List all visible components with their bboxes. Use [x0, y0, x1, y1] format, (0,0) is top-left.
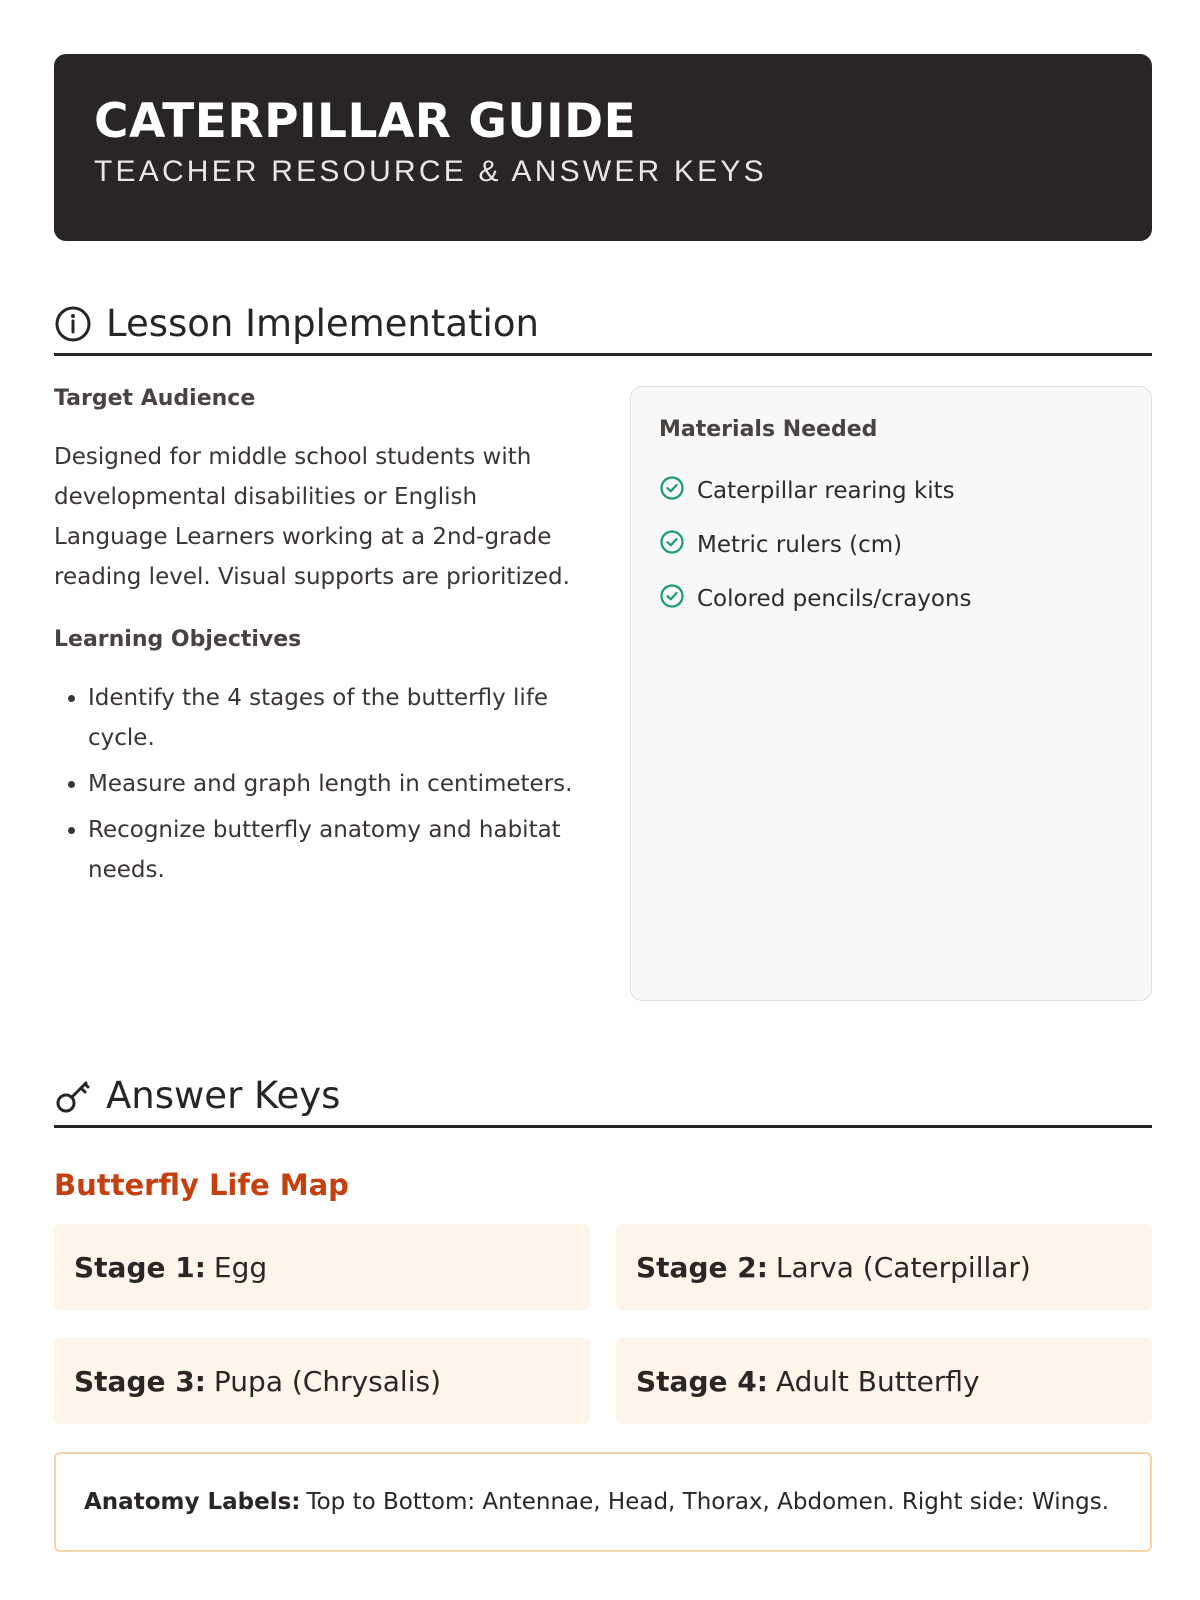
audience-title: Target Audience [54, 386, 256, 411]
lesson-columns [54, 386, 1152, 1001]
lesson-section-heading [54, 299, 1152, 356]
material-label: Metric rulers (cm) [697, 532, 903, 558]
objective-item: • Measure and graph length in centimeters. [88, 764, 594, 804]
audience-text: Designed for middle school students with developmental disabilities or English Language Learners working at a 2nd-grade reading level. Visual supports are prioritized. [54, 444, 570, 590]
key-icon [54, 1077, 92, 1115]
check-circle-icon [659, 583, 685, 615]
page [54, 54, 1152, 1552]
stage-value: Egg [213, 1250, 268, 1284]
stage-label: Stage 4: [636, 1364, 768, 1398]
stage-value: Pupa (Chrysalis) [213, 1364, 441, 1398]
stage-label: Stage 3: [74, 1364, 206, 1398]
stage-grid [54, 1224, 1152, 1424]
materials-card [630, 386, 1152, 1001]
lesson-details [54, 386, 594, 1001]
page-header [54, 54, 1152, 241]
info-icon [54, 305, 92, 343]
life-map-title: Butterfly Life Map [54, 1168, 349, 1202]
material-item [659, 572, 1123, 626]
anatomy-text: Top to Bottom: Antennae, Head, Thorax, Abdomen. Right side: Wings. [306, 1489, 1110, 1515]
objective-item: • Identify the 4 stages of the butterfly life cycle. [88, 678, 594, 758]
materials-title: Materials Needed [659, 417, 878, 442]
material-item [659, 464, 1123, 518]
stage-card [616, 1224, 1152, 1310]
objectives-list [54, 678, 594, 890]
anatomy-label: Anatomy Labels: [84, 1489, 301, 1515]
objective-item: • Recognize butterfly anatomy and habitat needs. [88, 810, 594, 890]
material-item [659, 518, 1123, 572]
check-circle-icon [659, 529, 685, 561]
answers-heading-text: Answer Keys [106, 1074, 341, 1117]
objectives-title: Learning Objectives [54, 627, 302, 652]
check-circle-icon [659, 475, 685, 507]
stage-label: Stage 2: [636, 1250, 768, 1284]
stage-value: Larva (Caterpillar) [775, 1250, 1031, 1284]
stage-card [616, 1338, 1152, 1424]
anatomy-box [54, 1452, 1152, 1552]
stage-card [54, 1338, 590, 1424]
page-subtitle: TEACHER RESOURCE & ANSWER KEYS [94, 155, 767, 188]
stage-card [54, 1224, 590, 1310]
page-title: CATERPILLAR GUIDE [94, 94, 637, 149]
answers-section-heading [54, 1071, 1152, 1128]
stage-label: Stage 1: [74, 1250, 206, 1284]
lesson-heading-text: Lesson Implementation [106, 302, 539, 345]
stage-value: Adult Butterfly [775, 1364, 980, 1398]
material-label: Caterpillar rearing kits [697, 478, 955, 504]
material-label: Colored pencils/crayons [697, 586, 972, 612]
